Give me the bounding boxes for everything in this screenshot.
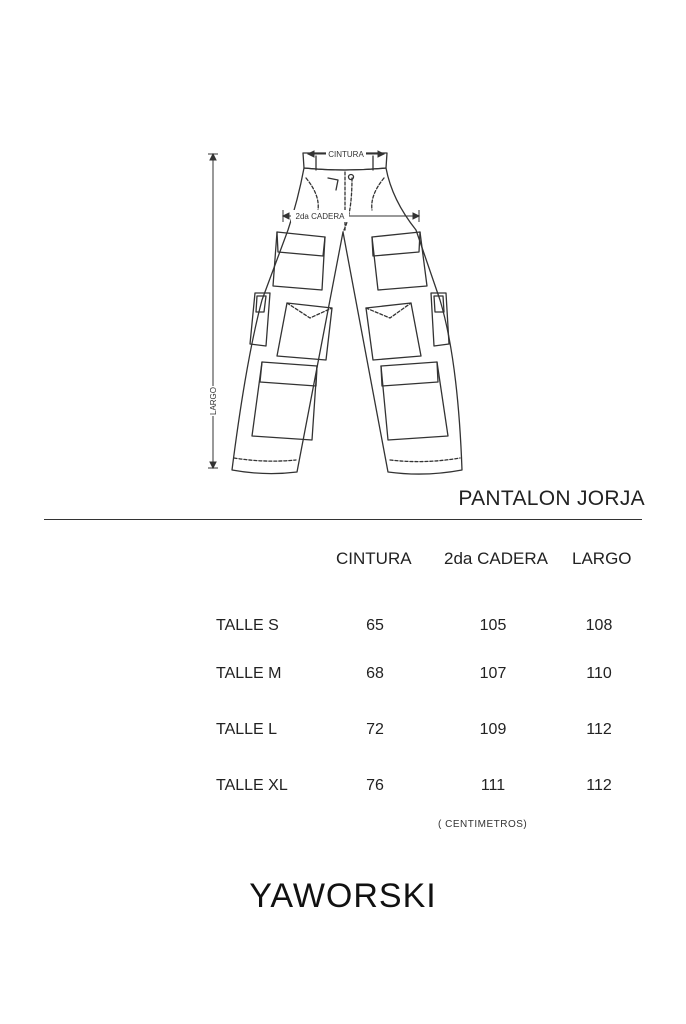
cell-s-cadera: 105	[479, 617, 507, 634]
header-cintura: CINTURA	[336, 549, 412, 568]
waist-label: CINTURA	[328, 150, 364, 159]
cell-l-cadera: 109	[479, 721, 507, 738]
row-label-s: TALLE S	[216, 617, 279, 634]
divider	[44, 519, 642, 520]
row-label-xl: TALLE XL	[216, 777, 288, 794]
product-title: PANTALON JORJA	[458, 487, 645, 510]
cell-s-cintura: 65	[366, 617, 384, 634]
header-largo: LARGO	[572, 549, 632, 568]
pants-diagram	[0, 0, 686, 480]
cell-xl-cintura: 76	[366, 777, 384, 794]
cell-m-cintura: 68	[366, 665, 384, 682]
hip-label: 2da CADERA	[295, 212, 345, 221]
cell-s-largo: 108	[585, 617, 613, 634]
row-label-m: TALLE M	[216, 665, 282, 682]
row-label-l: TALLE L	[216, 721, 278, 738]
cell-xl-largo: 112	[586, 777, 612, 794]
cell-l-largo: 112	[586, 721, 612, 738]
unit-note: ( CENTIMETROS)	[438, 819, 528, 830]
cell-l-cintura: 72	[366, 721, 384, 738]
length-label: LARGO	[209, 386, 218, 416]
cell-xl-cadera: 111	[480, 777, 506, 794]
cell-m-largo: 110	[586, 665, 612, 682]
header-cadera: 2da CADERA	[444, 549, 548, 568]
cell-m-cadera: 107	[479, 665, 507, 682]
brand-logo: YAWORSKI	[249, 877, 437, 915]
